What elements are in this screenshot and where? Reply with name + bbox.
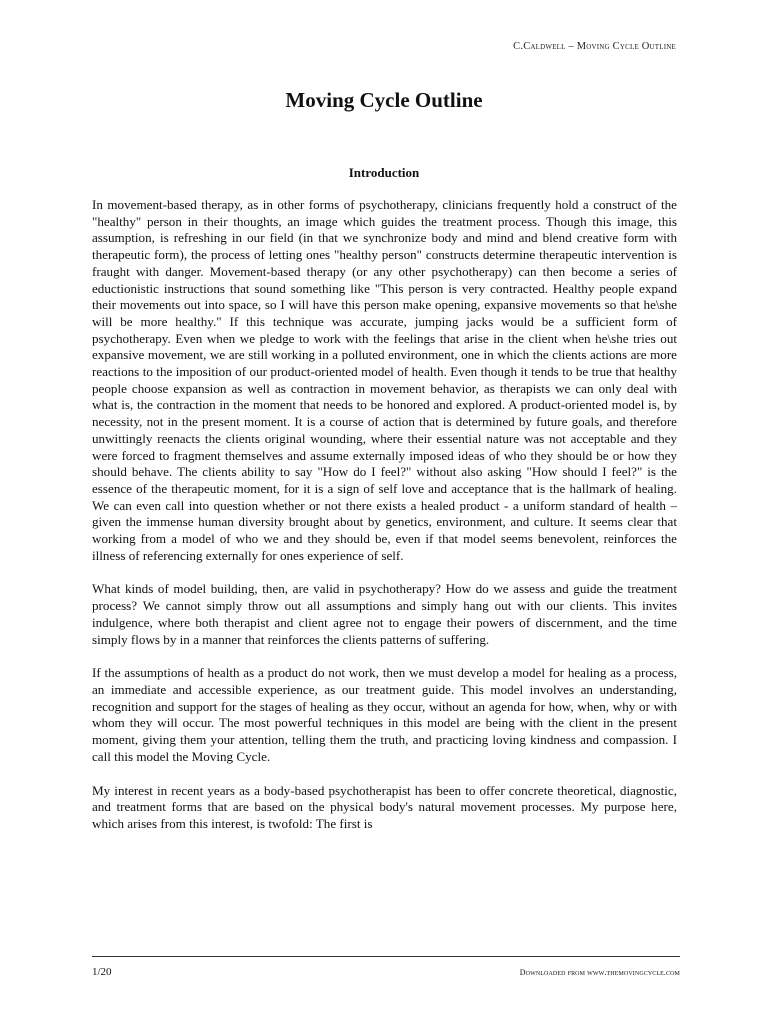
paragraph-3: If the assumptions of health as a product do not work, then we must develop a model for healing as a process, an immediate and accessible experience, as our treatment guide. This model involves an understanding, recognition and support for the stages of healing as they occur, without an agenda for how, when, why or with whom they will occur. The most powerful techniques in this model are being with the client in the present moment, giving them your attention, telling them the truth, and practicing loving kindness and compassion. I call this model the Moving Cycle. [92,665,677,764]
footer-divider [92,956,680,957]
running-header: C.Caldwell – Moving Cycle Outline [513,41,676,52]
paragraph-2: What kinds of model building, then, are valid in psychotherapy? How do we assess and guide the treatment process? We cannot simply throw out all assumptions and simply hang out with our clients. This invites indulgence, where both therapist and client agree not to engage their powers of discernment, and the time simply flows by in a manner that reinforces the clients patterns of suffering. [92,581,677,647]
paragraph-1: In movement-based therapy, as in other forms of psychotherapy, clinicians frequently hold a construct of the "healthy" person in their thoughts, an image which guides the treatment process. Though this image, this assumption, is refreshing in our field (in that we synchronize body and mind and blend creative form with therapeutic form), the process of letting ones "healthy person" constructs determine therapeutic intervention is fraught with danger. Movement-based therapy (or any other psychotherapy) can then become a series of eductionistic instructions that sound something like "This person is very contracted. Healthy people expand their movements out into space, so I will have this person make opening, expansive movements so that he\she will be more healthy." If this technique was accurate, jumping jacks would be a sufficient form of psychotherapy. Even when we pledge to work with the feelings that arise in the client when he\she tries out expansive movement, we are still working in a polluted environment, one in which the clients actions are more reactions to the imposition of our product-oriented model of health. Even though it tends to be true that healthy people choose expansion as well as contraction in movement behavior, as therapists we can only deal with what is, the contraction in the moment that needs to be honored and explored. A product-oriented model is, by necessity, not in the present moment. It is a course of action that is determined by future goals, and therefore unwittingly reenacts the clients original wounding, where their essential nature was not acceptable and they were forced to fragment themselves and assume externally imposed ideas of who they should be or how they should behave. The clients ability to say "How do I feel?" without also asking "How should I feel?" is the essence of the therapeutic moment, for it is a sign of self love and acceptance that is the hallmark of healing. We can even call into question whether or not there exists a healed product - a uniform standard of health – given the immense human diversity brought about by genetics, environment, and culture. It seems clear that working from a model of who we and they should be, even if that model seems benevolent, reinforces the illness of referencing externally for ones experience of self. [92,197,677,563]
footer-source-url: Downloaded from www.themovingcycle.com [519,968,680,977]
document-title: Moving Cycle Outline [285,88,483,112]
section-heading-introduction: Introduction [348,165,420,180]
paragraph-4: My interest in recent years as a body-based psychotherapist has been to offer concrete theoretical, diagnostic, and treatment forms that are based on the physical body's natural movement processes. My purpose here, which arises from this interest, is twofold: The first is [92,782,677,831]
page-number: 1/20 [92,966,112,978]
body-text [92,197,677,850]
